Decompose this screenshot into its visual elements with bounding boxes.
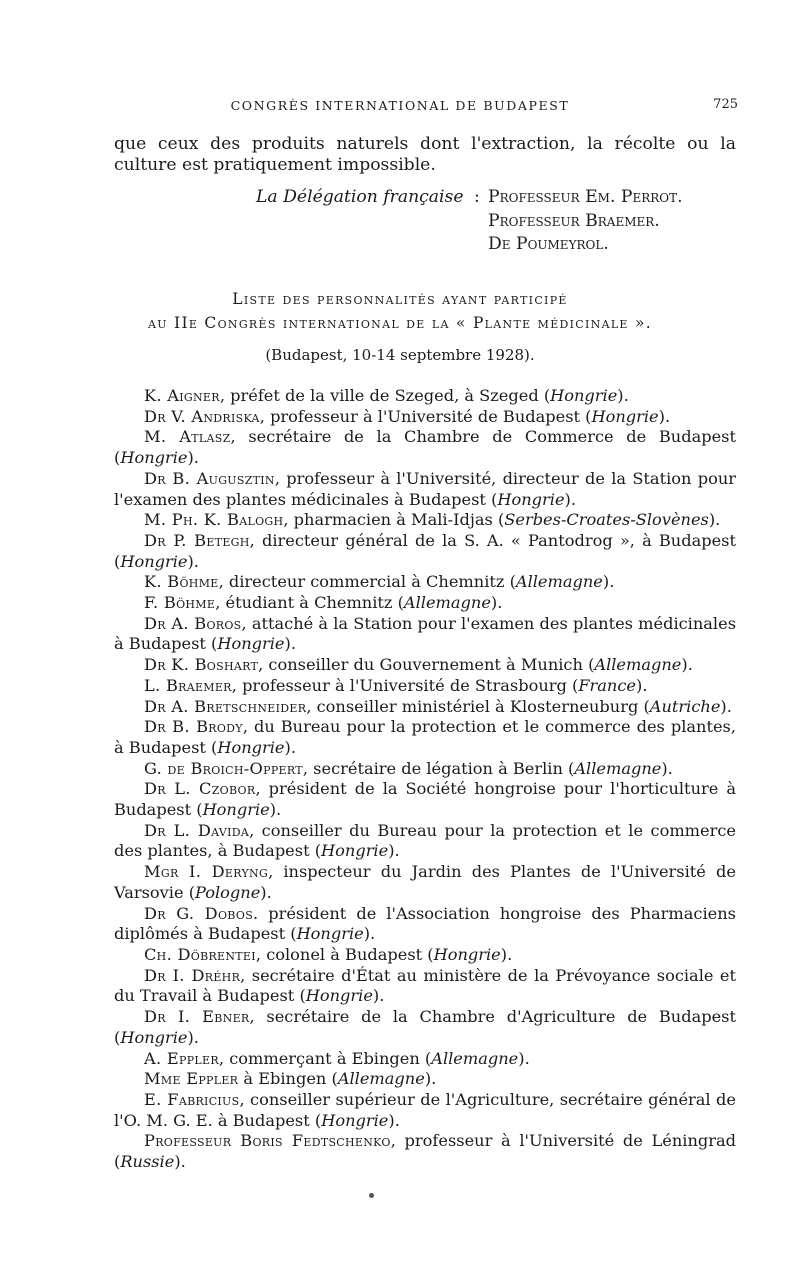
participant-name: K. Aigner bbox=[144, 386, 220, 405]
participant-entry bbox=[114, 593, 736, 614]
participant-closing: ). bbox=[617, 386, 629, 405]
participant-country: Hongrie bbox=[217, 737, 285, 757]
participant-entry bbox=[114, 1090, 736, 1131]
participant-name: Dr B. Brody bbox=[144, 717, 243, 737]
participant-entry bbox=[114, 469, 736, 510]
participant-entry bbox=[114, 779, 736, 820]
participant-description: , directeur général de la S. A. « Pantodrog », à Budapest ( bbox=[114, 530, 736, 571]
participant-name: F. Böhme bbox=[144, 593, 216, 613]
delegation-colon: : bbox=[474, 187, 480, 207]
delegation-label: La Délégation française bbox=[256, 187, 464, 207]
participant-description: , professeur à l'Université, directeur de la Station pour l'examen des plantes médicinales à Budapest ( bbox=[114, 468, 736, 509]
delegation-members bbox=[488, 186, 683, 257]
participant-closing: ). bbox=[636, 675, 648, 695]
participant-closing: ). bbox=[681, 655, 693, 675]
participant-description: , secrétaire d'État au ministère de la Prévoyance sociale et du Travail à Budapest ( bbox=[114, 965, 737, 1006]
running-title: CONGRÈS INTERNATIONAL DE BUDAPEST bbox=[230, 98, 570, 113]
participant-entry bbox=[114, 407, 736, 428]
participant-closing: ). bbox=[187, 1027, 199, 1047]
participant-name: Dr I. Ebner bbox=[144, 1007, 250, 1027]
participant-country: Hongrie bbox=[305, 986, 373, 1006]
participant-description: à Ebingen ( bbox=[238, 1069, 338, 1089]
participant-closing: ). bbox=[564, 489, 577, 509]
participant-description: , étudiant à Chemnitz ( bbox=[215, 593, 404, 613]
participant-description: , conseiller du Gouvernement à Munich ( bbox=[258, 655, 595, 675]
list-title-continued: au IIe Congrès international de la « Plante médicinale ». bbox=[147, 314, 652, 332]
participant-entry bbox=[114, 676, 736, 697]
participant-description: , secrétaire de la Chambre de Commerce de Budapest ( bbox=[114, 427, 736, 468]
participant-description: , inspecteur du Jardin des Plantes de l'Université de Varsovie ( bbox=[114, 862, 736, 902]
participant-entry bbox=[114, 1007, 736, 1048]
participant-country: Hongrie bbox=[321, 841, 389, 861]
participant-name: Dr V. Andriska bbox=[144, 406, 260, 426]
participant-name: Mme Eppler bbox=[144, 1069, 239, 1089]
participant-name: Dr A. Boros bbox=[144, 613, 242, 633]
participant-closing: ). bbox=[658, 406, 671, 426]
participant-closing: ). bbox=[388, 1110, 400, 1130]
participant-description: , conseiller supérieur de l'Agriculture, secrétaire général de l'O. M. G. E. à Budapest ( bbox=[114, 1089, 736, 1130]
participant-closing: ). bbox=[187, 448, 199, 468]
participant-entry bbox=[114, 655, 736, 676]
participant-description: , président de la Société hongroise pour l'horticulture à Budapest ( bbox=[114, 779, 736, 820]
participant-entry bbox=[114, 1131, 736, 1172]
participant-country: Hongrie bbox=[217, 634, 285, 654]
participant-name: Dr G. Dobos bbox=[144, 903, 254, 923]
delegation-member: De Poumeyrol. bbox=[488, 234, 609, 254]
participant-description: , préfet de la ville de Szeged, à Szeged ( bbox=[219, 386, 551, 405]
participant-description: , secrétaire de la Chambre d'Agriculture de Budapest ( bbox=[114, 1007, 736, 1047]
participant-entry bbox=[114, 531, 736, 572]
participant-closing: ). bbox=[500, 944, 513, 964]
participant-country: Allemagne bbox=[515, 572, 603, 592]
participant-name: K. Böhme bbox=[144, 572, 219, 592]
participant-entry bbox=[114, 1069, 736, 1090]
participant-entry bbox=[114, 697, 736, 718]
participant-description: , conseiller du Bureau pour la protection et le commerce des plantes, à Budapest ( bbox=[114, 820, 736, 861]
delegation-member: Professeur Braemer. bbox=[488, 210, 660, 231]
participant-country: Hongrie bbox=[120, 1027, 188, 1047]
participant-closing: ). bbox=[661, 758, 673, 778]
participant-entry bbox=[114, 572, 736, 593]
participant-name: Dr K. Boshart bbox=[144, 655, 259, 675]
participant-name: Dr L. Davida bbox=[144, 820, 250, 840]
participant-name: Professeur Boris Fedtschenko bbox=[144, 1131, 391, 1151]
participant-name: Dr I. Dréhr bbox=[144, 965, 241, 985]
list-title: Liste des personnalités ayant participé bbox=[232, 290, 568, 308]
participant-entry bbox=[114, 821, 736, 862]
participant-description: , secrétaire de légation à Berlin ( bbox=[302, 758, 575, 778]
participant-closing: ). bbox=[388, 841, 400, 861]
page-number: 725 bbox=[713, 97, 738, 112]
participant-country: Hongrie bbox=[591, 406, 659, 426]
participant-entry bbox=[114, 862, 736, 903]
participant-name: M. Ph. K. Balogh bbox=[144, 510, 284, 530]
participant-description: , professeur à l'Université de Budapest ( bbox=[259, 406, 592, 426]
participant-closing: ). bbox=[708, 510, 721, 530]
participant-name: Dr B. Augusztin bbox=[144, 468, 275, 488]
participant-entry bbox=[114, 717, 736, 758]
participant-name: L. Braemer bbox=[144, 675, 232, 695]
participant-closing: ). bbox=[372, 986, 385, 1006]
participant-closing: ). bbox=[490, 593, 503, 613]
participant-name: Dr L. Czobor bbox=[144, 779, 256, 799]
participant-entry bbox=[114, 759, 736, 780]
participant-entry bbox=[114, 966, 736, 1007]
participant-closing: ). bbox=[260, 882, 272, 902]
participant-description: , du Bureau pour la protection et le commerce des plantes, à Budapest ( bbox=[114, 717, 737, 757]
participant-closing: ). bbox=[187, 551, 199, 571]
participant-entry bbox=[114, 945, 736, 966]
participant-closing: ). bbox=[269, 800, 282, 820]
participant-list bbox=[114, 386, 736, 1173]
participant-country: Allemagne bbox=[594, 655, 682, 675]
participant-name: A. Eppler bbox=[144, 1048, 219, 1068]
page-ornament bbox=[369, 1193, 374, 1198]
participant-description: , conseiller ministériel à Klosterneuburg ( bbox=[306, 696, 650, 716]
participant-country: Hongrie bbox=[120, 551, 188, 571]
participant-country: Hongrie bbox=[433, 944, 501, 964]
participant-closing: ). bbox=[174, 1152, 186, 1172]
participant-entry bbox=[114, 904, 736, 945]
participant-description: , directeur commercial à Chemnitz ( bbox=[218, 572, 516, 592]
participant-country: Allemagne bbox=[431, 1048, 519, 1068]
participant-closing: ). bbox=[424, 1069, 437, 1089]
participant-country: Allemagne bbox=[574, 758, 662, 778]
participant-closing: ). bbox=[284, 634, 296, 654]
participant-description: , attaché à la Station pour l'examen des plantes médicinales à Budapest ( bbox=[114, 613, 736, 654]
participant-country: Hongrie bbox=[120, 448, 188, 468]
participant-entry bbox=[114, 386, 736, 407]
list-date: (Budapest, 10-14 septembre 1928). bbox=[265, 346, 535, 364]
participant-country: Hongrie bbox=[296, 924, 364, 944]
participant-closing: ). bbox=[720, 696, 732, 716]
delegation-member: Professeur Em. Perrot. bbox=[488, 187, 683, 207]
participant-description: . président de l'Association hongroise des Pharmaciens diplômés à Budapest ( bbox=[114, 903, 736, 944]
participant-name: Dr P. Betegh bbox=[144, 530, 250, 550]
participant-description: , pharmacien à Mali-Idjas ( bbox=[283, 510, 505, 530]
participant-country: France bbox=[578, 675, 637, 695]
participant-country: Allemagne bbox=[403, 593, 491, 613]
participant-country: Hongrie bbox=[497, 489, 565, 509]
intro-paragraph: que ceux des produits naturels dont l'extraction, la récolte ou la culture est pratiquement impossible. bbox=[114, 134, 736, 176]
participant-entry bbox=[114, 1049, 736, 1070]
participant-closing: ). bbox=[602, 572, 615, 592]
participant-description: , professeur à l'Université de Strasbourg ( bbox=[231, 675, 579, 695]
participant-entry bbox=[114, 427, 736, 468]
participant-description: , professeur à l'Université de Léningrad ( bbox=[114, 1131, 737, 1172]
participant-country: Russie bbox=[120, 1152, 175, 1172]
participant-name: G. de Broich-Oppert bbox=[144, 758, 303, 778]
participant-name: Ch. Döbrentei bbox=[144, 944, 256, 964]
participant-description: , colonel à Budapest ( bbox=[255, 944, 434, 964]
participant-description: , commerçant à Ebingen ( bbox=[218, 1048, 432, 1068]
participant-entry bbox=[114, 614, 736, 655]
participant-country: Allemagne bbox=[337, 1069, 425, 1089]
participant-entry bbox=[114, 510, 736, 531]
participant-country: Autriche bbox=[649, 696, 721, 716]
participant-name: Mgr I. Deryng bbox=[144, 862, 269, 882]
participant-country: Pologne bbox=[195, 882, 261, 902]
participant-country: Hongrie bbox=[202, 800, 270, 820]
participant-name: Dr A. Bretschneider bbox=[144, 696, 307, 716]
participant-country: Hongrie bbox=[321, 1110, 389, 1130]
participant-country: Hongrie bbox=[550, 386, 618, 405]
participant-closing: ). bbox=[518, 1048, 530, 1068]
participant-name: M. Atlasz bbox=[144, 427, 231, 447]
participant-closing: ). bbox=[363, 924, 376, 944]
participant-name: E. Fabricius bbox=[144, 1089, 240, 1109]
participant-closing: ). bbox=[284, 737, 296, 757]
running-header bbox=[0, 96, 800, 116]
participant-country: Serbes-Croates-Slovènes bbox=[504, 510, 709, 530]
